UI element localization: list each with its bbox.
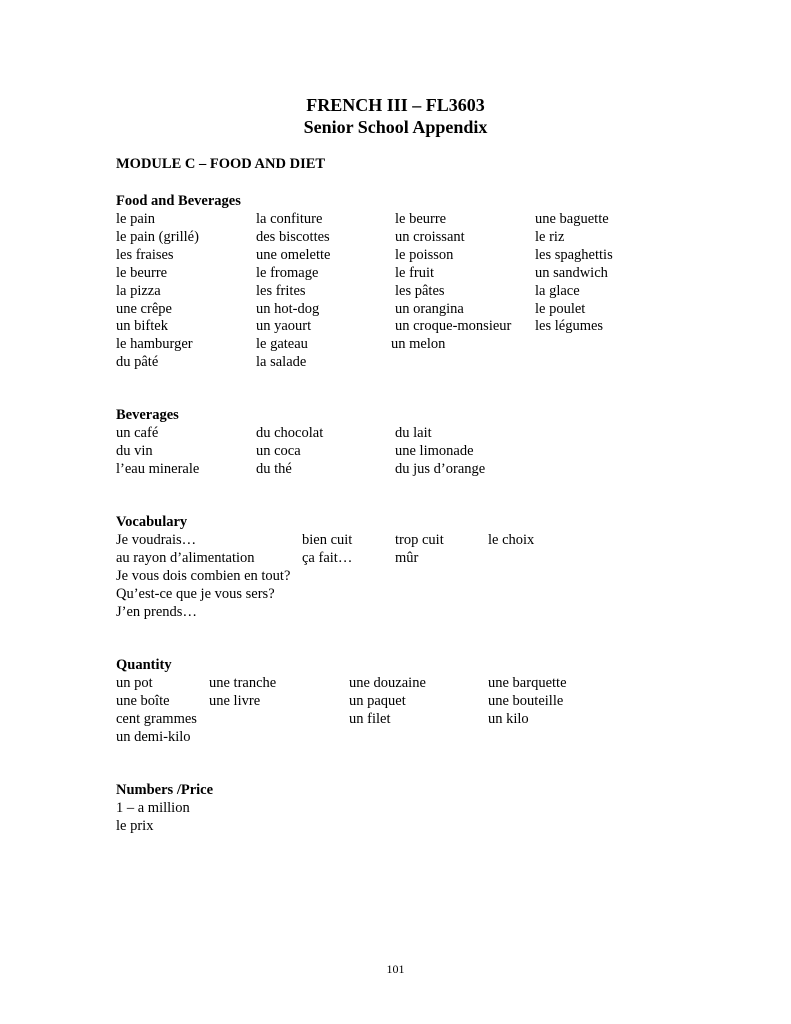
food-term: une omelette <box>256 246 331 263</box>
beverages-heading: Beverages <box>116 407 179 423</box>
food-heading: Food and Beverages <box>116 193 241 209</box>
food-term: le fromage <box>256 264 319 281</box>
quantity-term: cent grammes <box>116 710 197 727</box>
vocabulary-term: trop cuit <box>395 532 444 548</box>
beverages-term: un café <box>116 425 159 441</box>
food-term: un hot-dog <box>256 300 320 317</box>
quantity-term: un pot <box>116 675 153 691</box>
numbers-term: 1 – a million <box>116 800 190 816</box>
vocabulary-term: le choix <box>488 532 535 548</box>
food-term: une baguette <box>535 211 609 227</box>
food-term: un sandwich <box>535 264 608 281</box>
food-term: un croissant <box>395 228 465 245</box>
food-term: les légumes <box>535 318 604 335</box>
numbers-heading: Numbers /Price <box>116 782 214 798</box>
quantity-term: une boîte <box>116 692 170 709</box>
food-term: la salade <box>256 354 307 371</box>
document-subtitle: Senior School Appendix <box>303 117 488 137</box>
food-term: des biscottes <box>256 228 330 245</box>
quantity-term: un demi-kilo <box>116 728 191 745</box>
document-title: FRENCH III – FL3603 <box>306 95 485 115</box>
food-term: les fraises <box>116 246 174 263</box>
vocabulary-heading: Vocabulary <box>116 514 188 530</box>
food-term: un yaourt <box>256 318 312 335</box>
quantity-term: une bouteille <box>488 692 564 709</box>
vocabulary-term: Je voudrais… <box>116 532 197 548</box>
food-term: le poisson <box>395 246 454 263</box>
quantity-term: une tranche <box>209 675 277 691</box>
quantity-term: une douzaine <box>349 675 426 691</box>
vocabulary-term: Je vous dois combien en tout? <box>116 567 291 584</box>
quantity-term: une barquette <box>488 675 567 691</box>
food-term: un orangina <box>395 300 464 317</box>
food-term: du pâté <box>116 354 159 371</box>
food-term: le gateau <box>256 336 308 353</box>
food-term: la confiture <box>256 211 323 227</box>
beverages-term: un coca <box>256 442 301 459</box>
food-term: un biftek <box>116 318 168 335</box>
module-heading: MODULE C – FOOD AND DIET <box>116 156 326 172</box>
food-term: le pain (grillé) <box>116 228 199 245</box>
beverages-term: du chocolat <box>256 425 324 441</box>
food-term: le hamburger <box>116 336 193 353</box>
vocabulary-term: J’en prends… <box>116 603 197 620</box>
food-term: les frites <box>256 282 306 299</box>
quantity-term: une livre <box>209 692 261 709</box>
page-number: 101 <box>386 962 405 976</box>
food-term: les spaghettis <box>535 246 613 263</box>
beverages-term: du jus d’orange <box>395 460 486 477</box>
beverages-term: du lait <box>395 425 432 441</box>
vocabulary-term: ça fait… <box>302 549 353 566</box>
food-term: un croque-monsieur <box>395 318 512 335</box>
quantity-heading: Quantity <box>116 657 172 673</box>
vocabulary-term: au rayon d’alimentation <box>116 549 255 566</box>
beverages-term: l’eau minerale <box>116 460 200 477</box>
numbers-term: le prix <box>116 817 154 834</box>
vocabulary-term: mûr <box>395 549 419 566</box>
quantity-term: un kilo <box>488 710 529 727</box>
quantity-term: un paquet <box>349 692 406 709</box>
beverages-term: du vin <box>116 442 153 459</box>
food-term: le beurre <box>116 264 168 281</box>
food-term: la glace <box>535 282 580 299</box>
food-term: le pain <box>116 211 156 227</box>
beverages-term: du thé <box>256 460 292 477</box>
vocabulary-term: bien cuit <box>302 532 353 548</box>
quantity-term: un filet <box>349 710 391 727</box>
food-term: un melon <box>391 336 446 353</box>
food-term: le poulet <box>535 300 586 317</box>
food-term: le riz <box>535 228 565 245</box>
vocabulary-term: Qu’est-ce que je vous sers? <box>116 585 275 602</box>
food-term: la pizza <box>116 282 161 299</box>
food-term: les pâtes <box>395 282 445 299</box>
food-term: le beurre <box>395 211 447 227</box>
food-term: le fruit <box>395 264 435 281</box>
food-term: une crêpe <box>116 300 172 317</box>
beverages-term: une limonade <box>395 442 474 459</box>
